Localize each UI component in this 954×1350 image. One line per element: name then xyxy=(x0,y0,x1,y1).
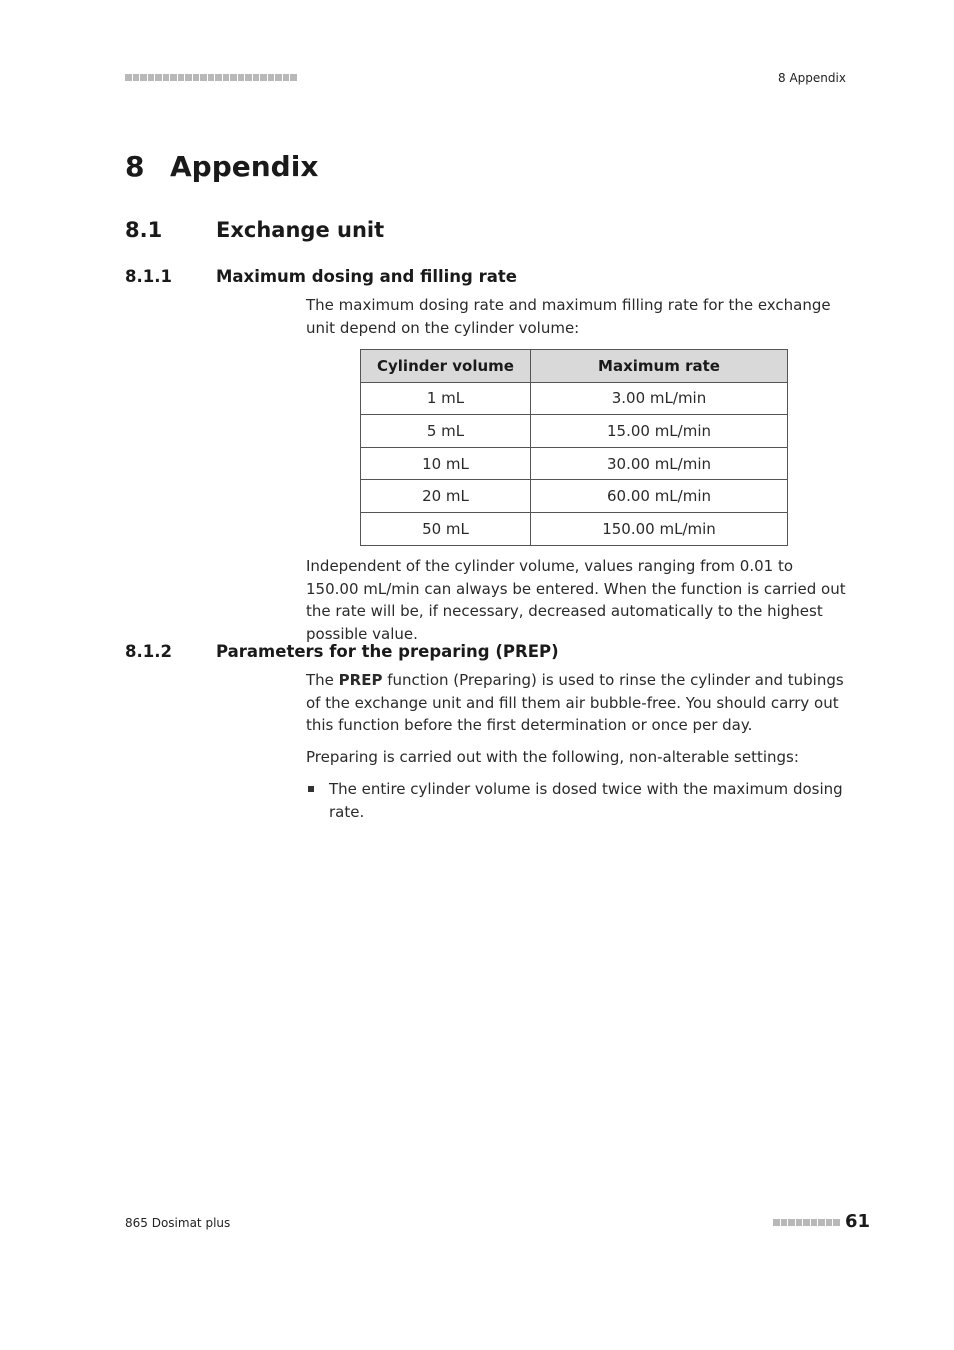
table-header-row xyxy=(361,350,788,383)
header-decoration xyxy=(125,74,297,82)
table-row xyxy=(361,447,788,480)
subsection-number: 8.1.1 xyxy=(125,267,172,286)
column-header: Cylinder volume xyxy=(361,350,531,383)
table-cell: 30.00 mL/min xyxy=(531,447,788,480)
intro-paragraph: The maximum dosing rate and maximum filling rate for the exchange unit depend on the cylinder volume: xyxy=(306,296,831,337)
table-cell: 15.00 mL/min xyxy=(531,415,788,448)
subsection-heading-2 xyxy=(125,642,559,661)
footer-product: 865 Dosimat plus xyxy=(125,1216,231,1230)
chapter-heading xyxy=(125,150,318,183)
running-header: 8 Appendix xyxy=(778,71,846,85)
section-title: Exchange unit xyxy=(216,218,385,242)
note-paragraph: Independent of the cylinder volume, values ranging from 0.01 to 150.00 mL/min can always be entered. When the function is carried out the rate will be, if necessary, decreased automatically to the highest possible value. xyxy=(306,557,846,643)
section-heading xyxy=(125,218,384,242)
prep-keyword: PREP xyxy=(338,671,383,689)
chapter-title: Appendix xyxy=(170,150,319,183)
rate-table xyxy=(360,349,788,546)
table-cell: 150.00 mL/min xyxy=(531,512,788,545)
page-number: 61 xyxy=(845,1211,871,1232)
prep-text-end: function (Preparing) is used to rinse the cylinder and tubings of the exchange unit and fill them air bubble-free. You should carry out this function before the first determination or once per day. xyxy=(306,671,844,735)
subsection-title: Maximum dosing and filling rate xyxy=(216,267,517,286)
table-cell: 3.00 mL/min xyxy=(531,382,788,415)
section-number: 8.1 xyxy=(125,218,163,242)
prep-paragraph xyxy=(306,669,846,737)
table-row xyxy=(361,382,788,415)
table-cell: 50 mL xyxy=(361,512,531,545)
table-row xyxy=(361,512,788,545)
list-item-text: The entire cylinder volume is dosed twice with the maximum dosing rate. xyxy=(329,780,843,821)
table-cell: 10 mL xyxy=(361,447,531,480)
table-cell: 1 mL xyxy=(361,382,531,415)
bullet-icon xyxy=(306,778,329,823)
subsection-heading-1 xyxy=(125,267,517,286)
settings-paragraph: Preparing is carried out with the following, non-alterable settings: xyxy=(306,748,799,766)
list-item xyxy=(306,778,846,823)
chapter-number: 8 xyxy=(125,150,145,183)
column-header: Maximum rate xyxy=(531,350,788,383)
table-cell: 5 mL xyxy=(361,415,531,448)
prep-text-start: The xyxy=(306,671,339,689)
footer-decoration xyxy=(773,1219,840,1226)
table-cell: 60.00 mL/min xyxy=(531,480,788,513)
subsection-number: 8.1.2 xyxy=(125,642,172,661)
table-row xyxy=(361,415,788,448)
table-row xyxy=(361,480,788,513)
table-cell: 20 mL xyxy=(361,480,531,513)
subsection-title: Parameters for the preparing (PREP) xyxy=(216,642,559,661)
